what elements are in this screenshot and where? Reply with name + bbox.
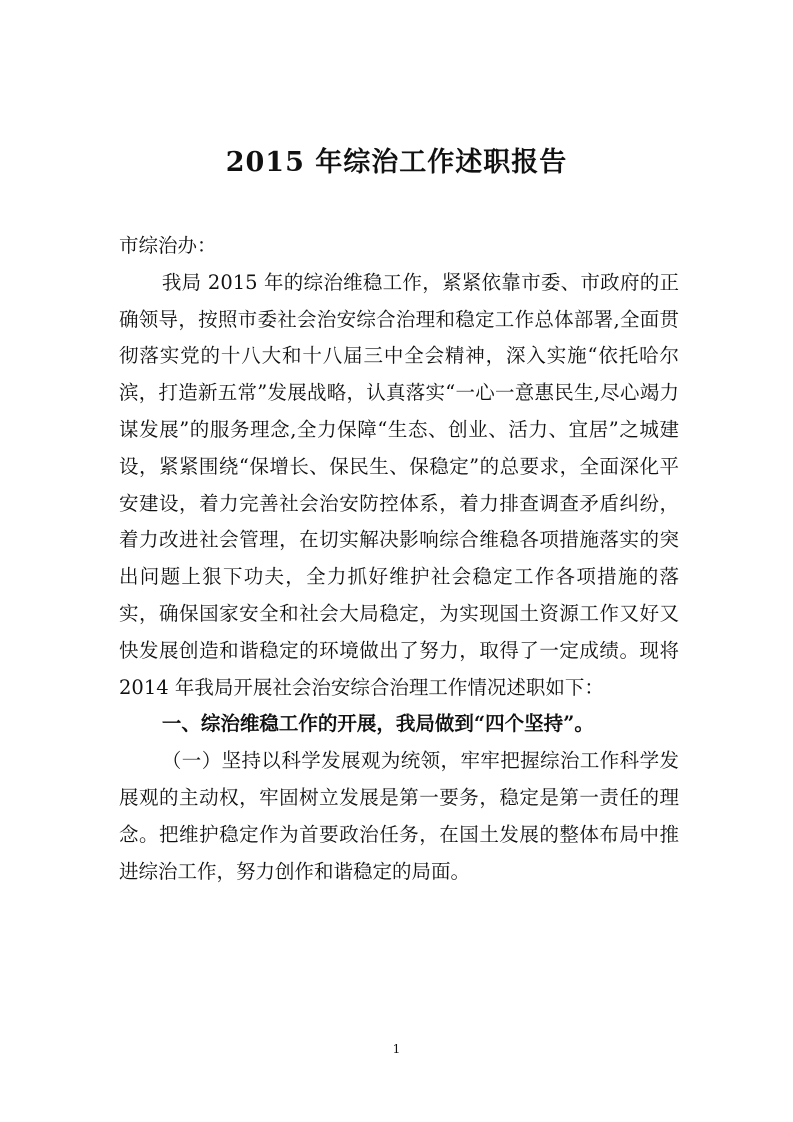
document-body bbox=[119, 228, 679, 890]
page-number: 1 bbox=[392, 1042, 401, 1056]
section-heading-1: 一、综治维稳工作的开展，我局做到“四个坚持”。 bbox=[161, 712, 594, 736]
document-title: 2015 年综治工作述职报告 bbox=[225, 147, 568, 178]
paragraph-2: （一）坚持以科学发展观为统领，牢牢把握综治工作科学发展观的主动权，牢固树立发展是第一要务，稳定是第一责任的理念。把维护稳定作为首要政治任务，在国土发展的整体布局中推进综治工作，努力创作和谐稳定的局面。 bbox=[119, 749, 679, 883]
salutation: 市综治办： bbox=[119, 234, 217, 257]
paragraph-1: 我局 2015 年的综治维稳工作，紧紧依靠市委、市政府的正确领导，按照市委社会治安综合治理和稳定工作总体部署,全面贯彻落实党的十八大和十八届三中全会精神，深入实施“依托哈尔滨，打造新五常”发展战略，认真落实“一心一意惠民生,尽心竭力谋发展”的服务理念,全力保障“生态、创业、活力、宜居”之城建设，紧紧围绕“保增长、保民生、保稳定”的总要求，全面深化平安建设，着力完善社会治安防控体系，着力排查调查矛盾纠纷，着力改进社会管理，在切实解决影响综合维稳各项措施落实的突出问题上狠下功夫，全力抓好维护社会稳定工作各项措施的落实，确保国家安全和社会大局稳定，为实现国土资源工作又好又快发展创造和谐稳定的环境做出了努力，取得了一定成绩。现将 2014 年我局开展社会治安综合治理工作情况述职如下： bbox=[119, 270, 679, 699]
